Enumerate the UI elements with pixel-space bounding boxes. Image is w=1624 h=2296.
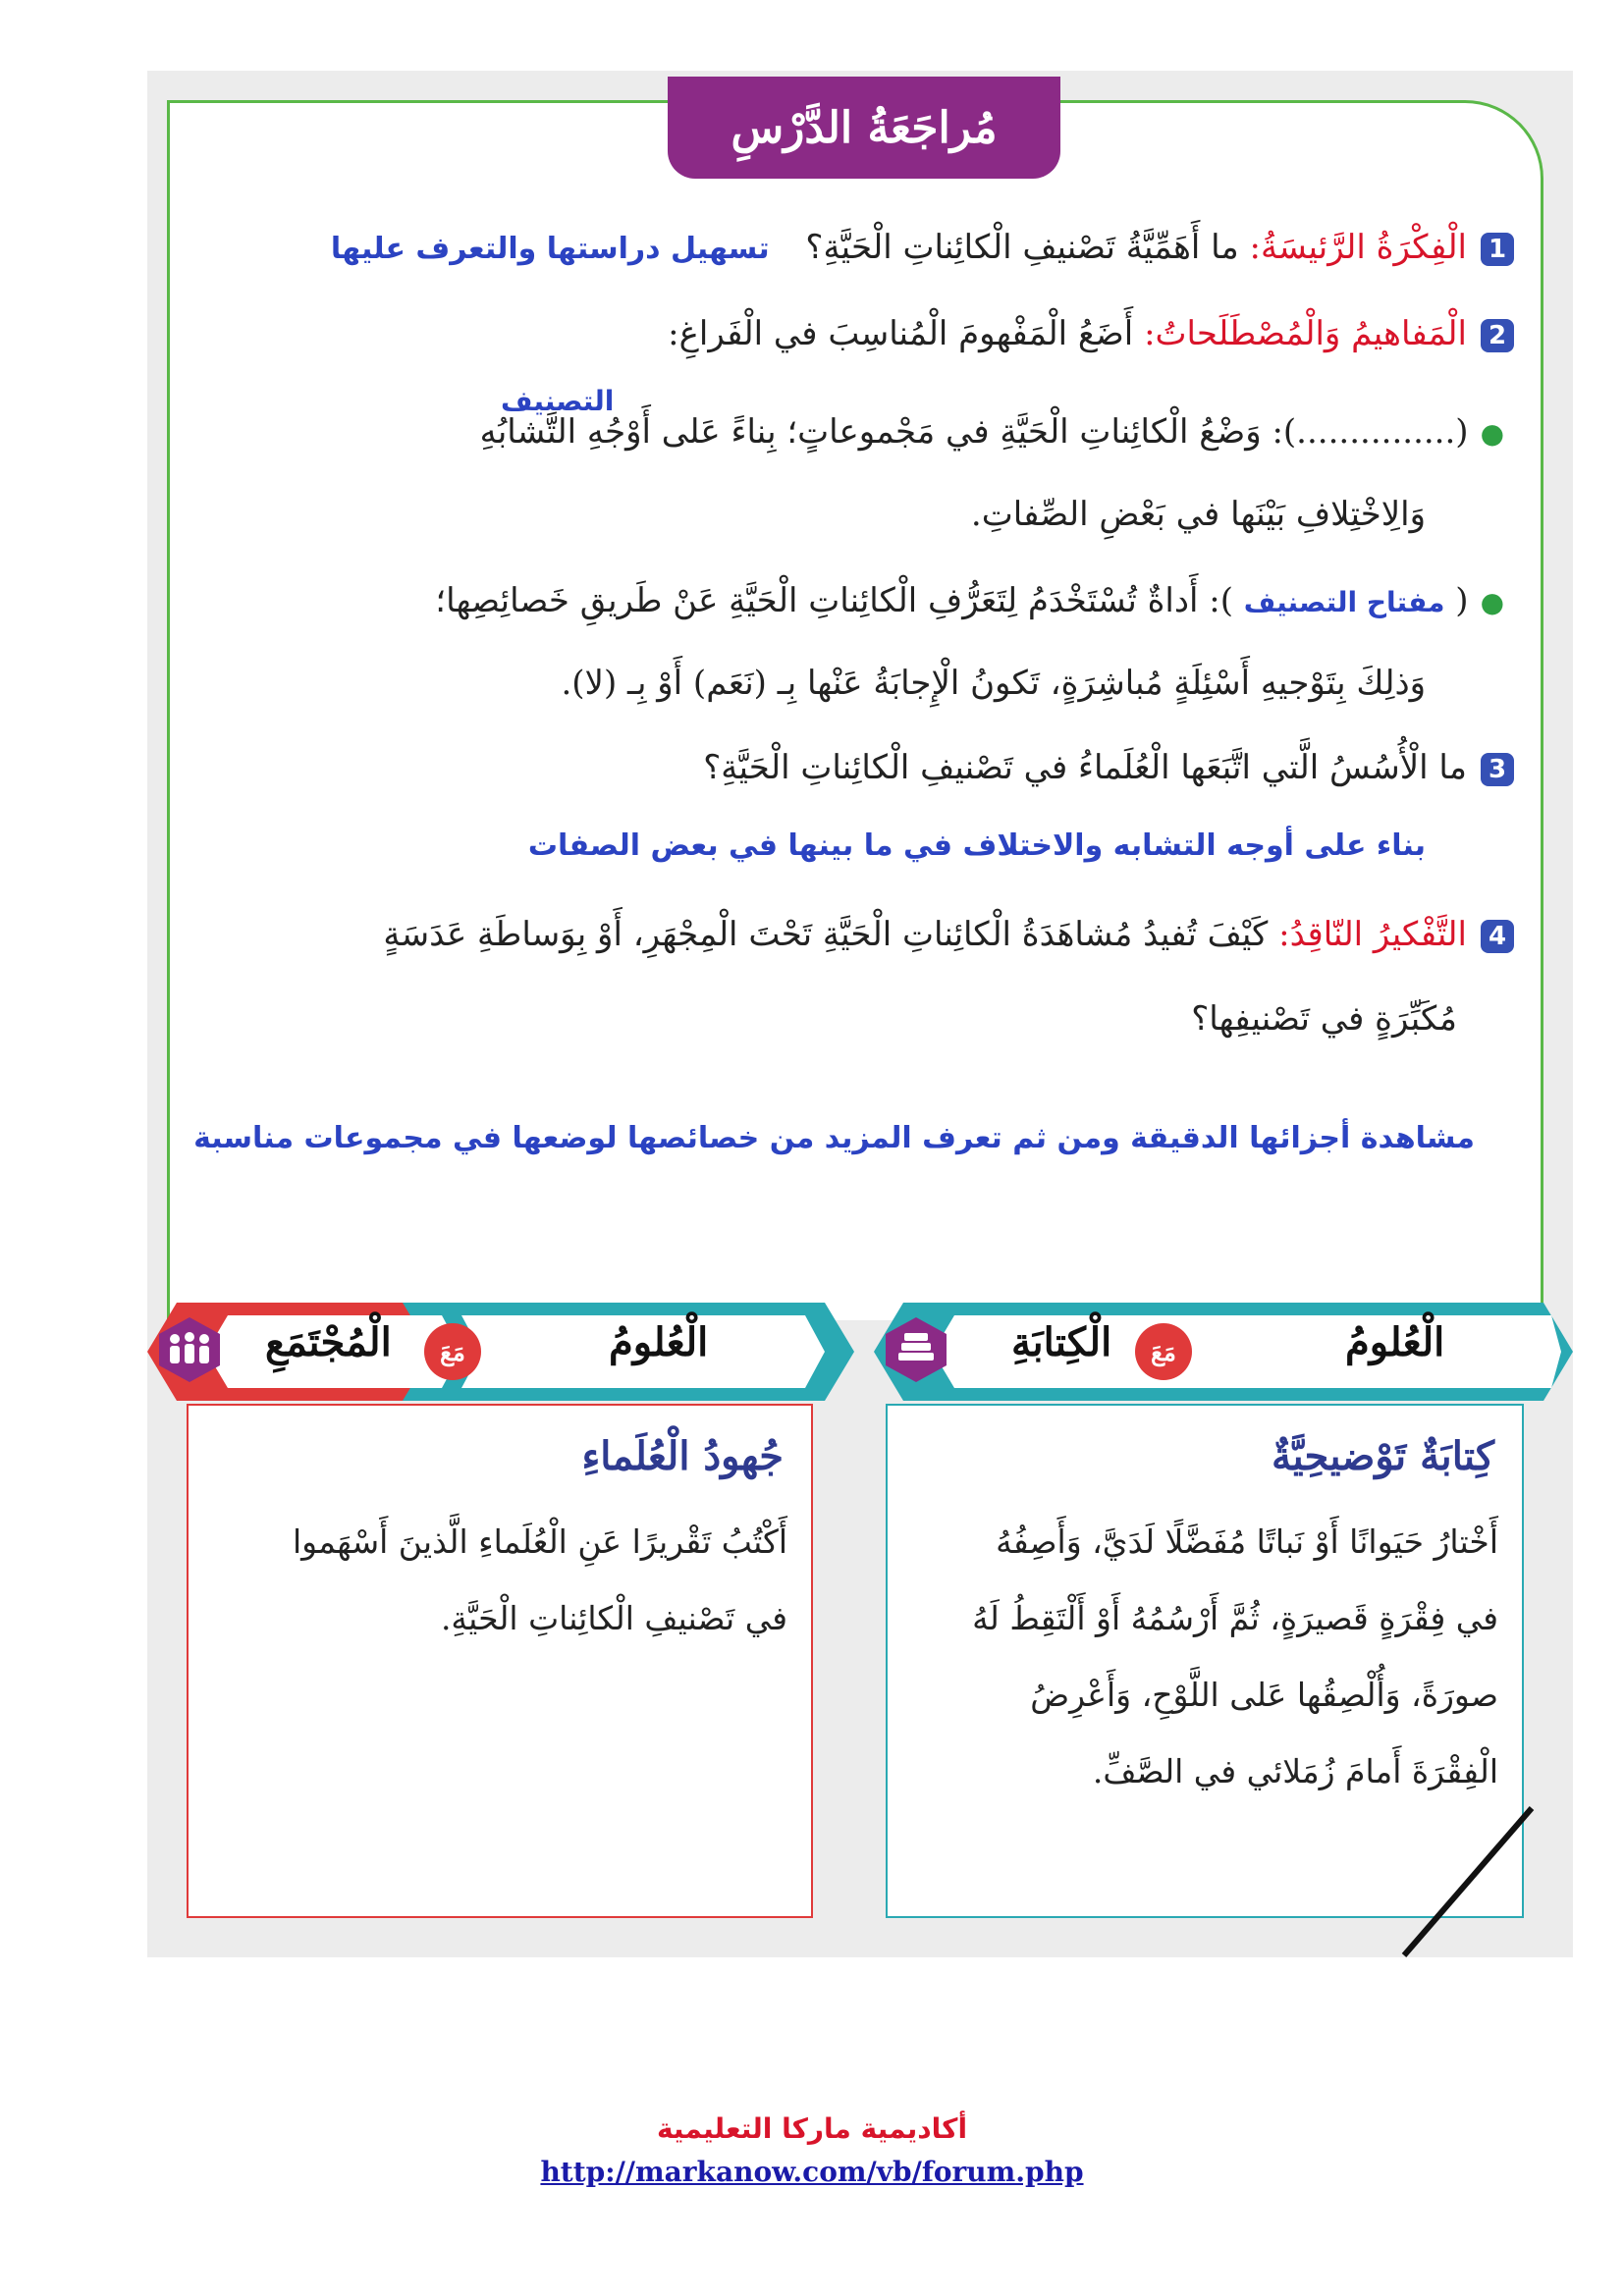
question-number-2: 2: [1481, 319, 1514, 352]
question-number-3: 3: [1481, 753, 1514, 786]
question-1-answer: تسهيل دراستها والتعرف عليها: [330, 232, 770, 266]
banner-right-word: الْكِتابَةِ: [1011, 1319, 1112, 1365]
question-3-answer: بناء على أوجه التشابه والاختلاف في ما بينها في بعض الصفات: [527, 828, 1426, 863]
question-1-label: الْفِكْرَةُ الرَّئيسَةُ:: [1249, 228, 1467, 267]
footer-organization: أكاديمية ماركا التعليمية: [656, 2112, 968, 2145]
item-1-line-1: (...............): وَضْعُ الْكائِناتِ الْحَيَّةِ في مَجْموعاتٍ؛ بِناءً عَلى أَوْجُهِ التَّشابُهِ: [479, 412, 1469, 452]
society-line: أَكْتُبُ تَقْريرًا عَنِ الْعُلَماءِ الَّذينَ أَسْهَموا: [292, 1522, 787, 1561]
question-3-text: ما الْأُسُسُ الَّتي اتَّبَعَها الْعُلَماءُ في تَصْنيفِ الْكائِناتِ الْحَيَّةِ؟: [703, 748, 1467, 787]
question-2-item-2: ●( مفتاح التصنيف ): أَداةٌ تُسْتَخْدَمُ لِتَعَرُّفِ الْكائِناتِ الْحَيَّةِ عَنْ طَريقِ خَصائِصِها؛: [435, 581, 1504, 620]
question-2-text: أَضَعُ الْمَفْهومَ الْمُناسِبَ في الْفَراغِ:: [668, 314, 1134, 353]
science-society-banner: [147, 1298, 854, 1406]
question-4-answer: مشاهدة أجزائها الدقيقة ومن ثم تعرف المزيد من خصائصها لوضعها في مجموعات مناسبة: [193, 1121, 1475, 1155]
banner-background: [874, 1298, 1573, 1406]
item-1-line-2: وَالِاخْتِلافِ بَيْنَها في بَعْضِ الصِّفاتِ.: [970, 495, 1426, 534]
writing-card-title: كِتابَةٌ تَوْضيحِيَّةٌ: [1272, 1433, 1494, 1479]
question-number-1: 1: [1481, 233, 1514, 266]
question-number-4: 4: [1481, 920, 1514, 953]
writing-line: أَخْتارُ حَيَوانًا أَوْ نَباتًا مُفَضَّلًا لَدَيَّ، وَأَصِفُهُ: [996, 1522, 1498, 1561]
item-2-line-2: وَذلِكَ بِتَوْجيهِ أَسْئِلَةٍ مُباشِرَةٍ، تَكونُ الْإِجابَةُ عَنْها بِـ (نَعَم) أَوْ بِـ (لا).: [561, 664, 1426, 703]
people-icon: [155, 1315, 224, 1384]
question-1: [331, 228, 1514, 267]
bullet-icon: ●: [1480, 586, 1504, 618]
question-2: [668, 314, 1514, 353]
writing-card-body: [911, 1504, 1498, 1810]
item-2-line-1: ): أَداةٌ تُسْتَخْدَمُ لِتَعَرُّفِ الْكائِناتِ الْحَيَّةِ عَنْ طَريقِ خَصائِصِها؛: [435, 581, 1233, 620]
question-2-label: الْمَفاهيمُ وَالْمُصْطَلَحاتُ:: [1144, 314, 1467, 353]
blank-answer-2: مفتاح التصنيف: [1243, 586, 1445, 618]
footer-link[interactable]: http://markanow.com/vb/forum.php: [540, 2156, 1084, 2188]
banner-ma-badge: مَعَ: [1135, 1323, 1192, 1380]
science-writing-banner: [874, 1298, 1573, 1406]
society-card: [187, 1404, 813, 1918]
books-icon: [882, 1315, 950, 1384]
society-line: في تَصْنيفِ الْكائِناتِ الْحَيَّةِ.: [440, 1599, 787, 1637]
question-4-text-line-1: كَيْفَ تُفيدُ مُشاهَدَةُ الْكائِناتِ الْحَيَّةِ تَحْتَ الْمِجْهَرِ، أَوْ بِوَساطَةِ عَدَسَةٍ: [383, 915, 1269, 954]
lesson-review-title: مُراجَعَةُ الدَّرْسِ: [668, 77, 1060, 179]
banner-science-word: الْعُلومُ: [1345, 1319, 1445, 1365]
question-1-text: ما أَهَمِّيَّةُ تَصْنيفِ الْكائِناتِ الْحَيَّةِ؟: [805, 228, 1239, 267]
question-4-text-line-2: مُكَبِّرَةٍ في تَصْنيفِها؟: [1191, 999, 1457, 1039]
society-card-body: [212, 1504, 787, 1657]
question-2-item-1: [480, 412, 1504, 452]
blank-answer-1: التصنيف: [501, 385, 615, 417]
question-3: [703, 748, 1514, 787]
writing-line: صورَةً، وَأُلْصِقُها عَلى اللَّوْحِ، وَأَعْرِضُ: [1030, 1676, 1498, 1714]
question-4: [383, 915, 1514, 954]
bullet-icon: ●: [1480, 417, 1504, 450]
question-4-label: التَّفْكيرُ النّاقِدُ:: [1278, 915, 1467, 954]
writing-line: الْفِقْرَةَ أَمامَ زُمَلائي في الصَّفِّ.: [1092, 1752, 1498, 1790]
society-card-title: جُهودُ الْعُلَماءِ: [581, 1433, 784, 1479]
banner-science-word: الْعُلومُ: [609, 1319, 709, 1365]
writing-line: في فِقْرَةٍ قَصيرَةٍ، ثُمَّ أَرْسُمُهُ أَوْ أَلْتَقِطُ لَهُ: [972, 1599, 1498, 1637]
banner-right-word: الْمُجْتَمَعِ: [265, 1319, 392, 1365]
banner-background: [147, 1298, 854, 1406]
lesson-page: [147, 71, 1573, 1957]
banner-ma-badge: مَعَ: [424, 1323, 481, 1380]
corner-stroke: [1394, 1798, 1542, 1965]
